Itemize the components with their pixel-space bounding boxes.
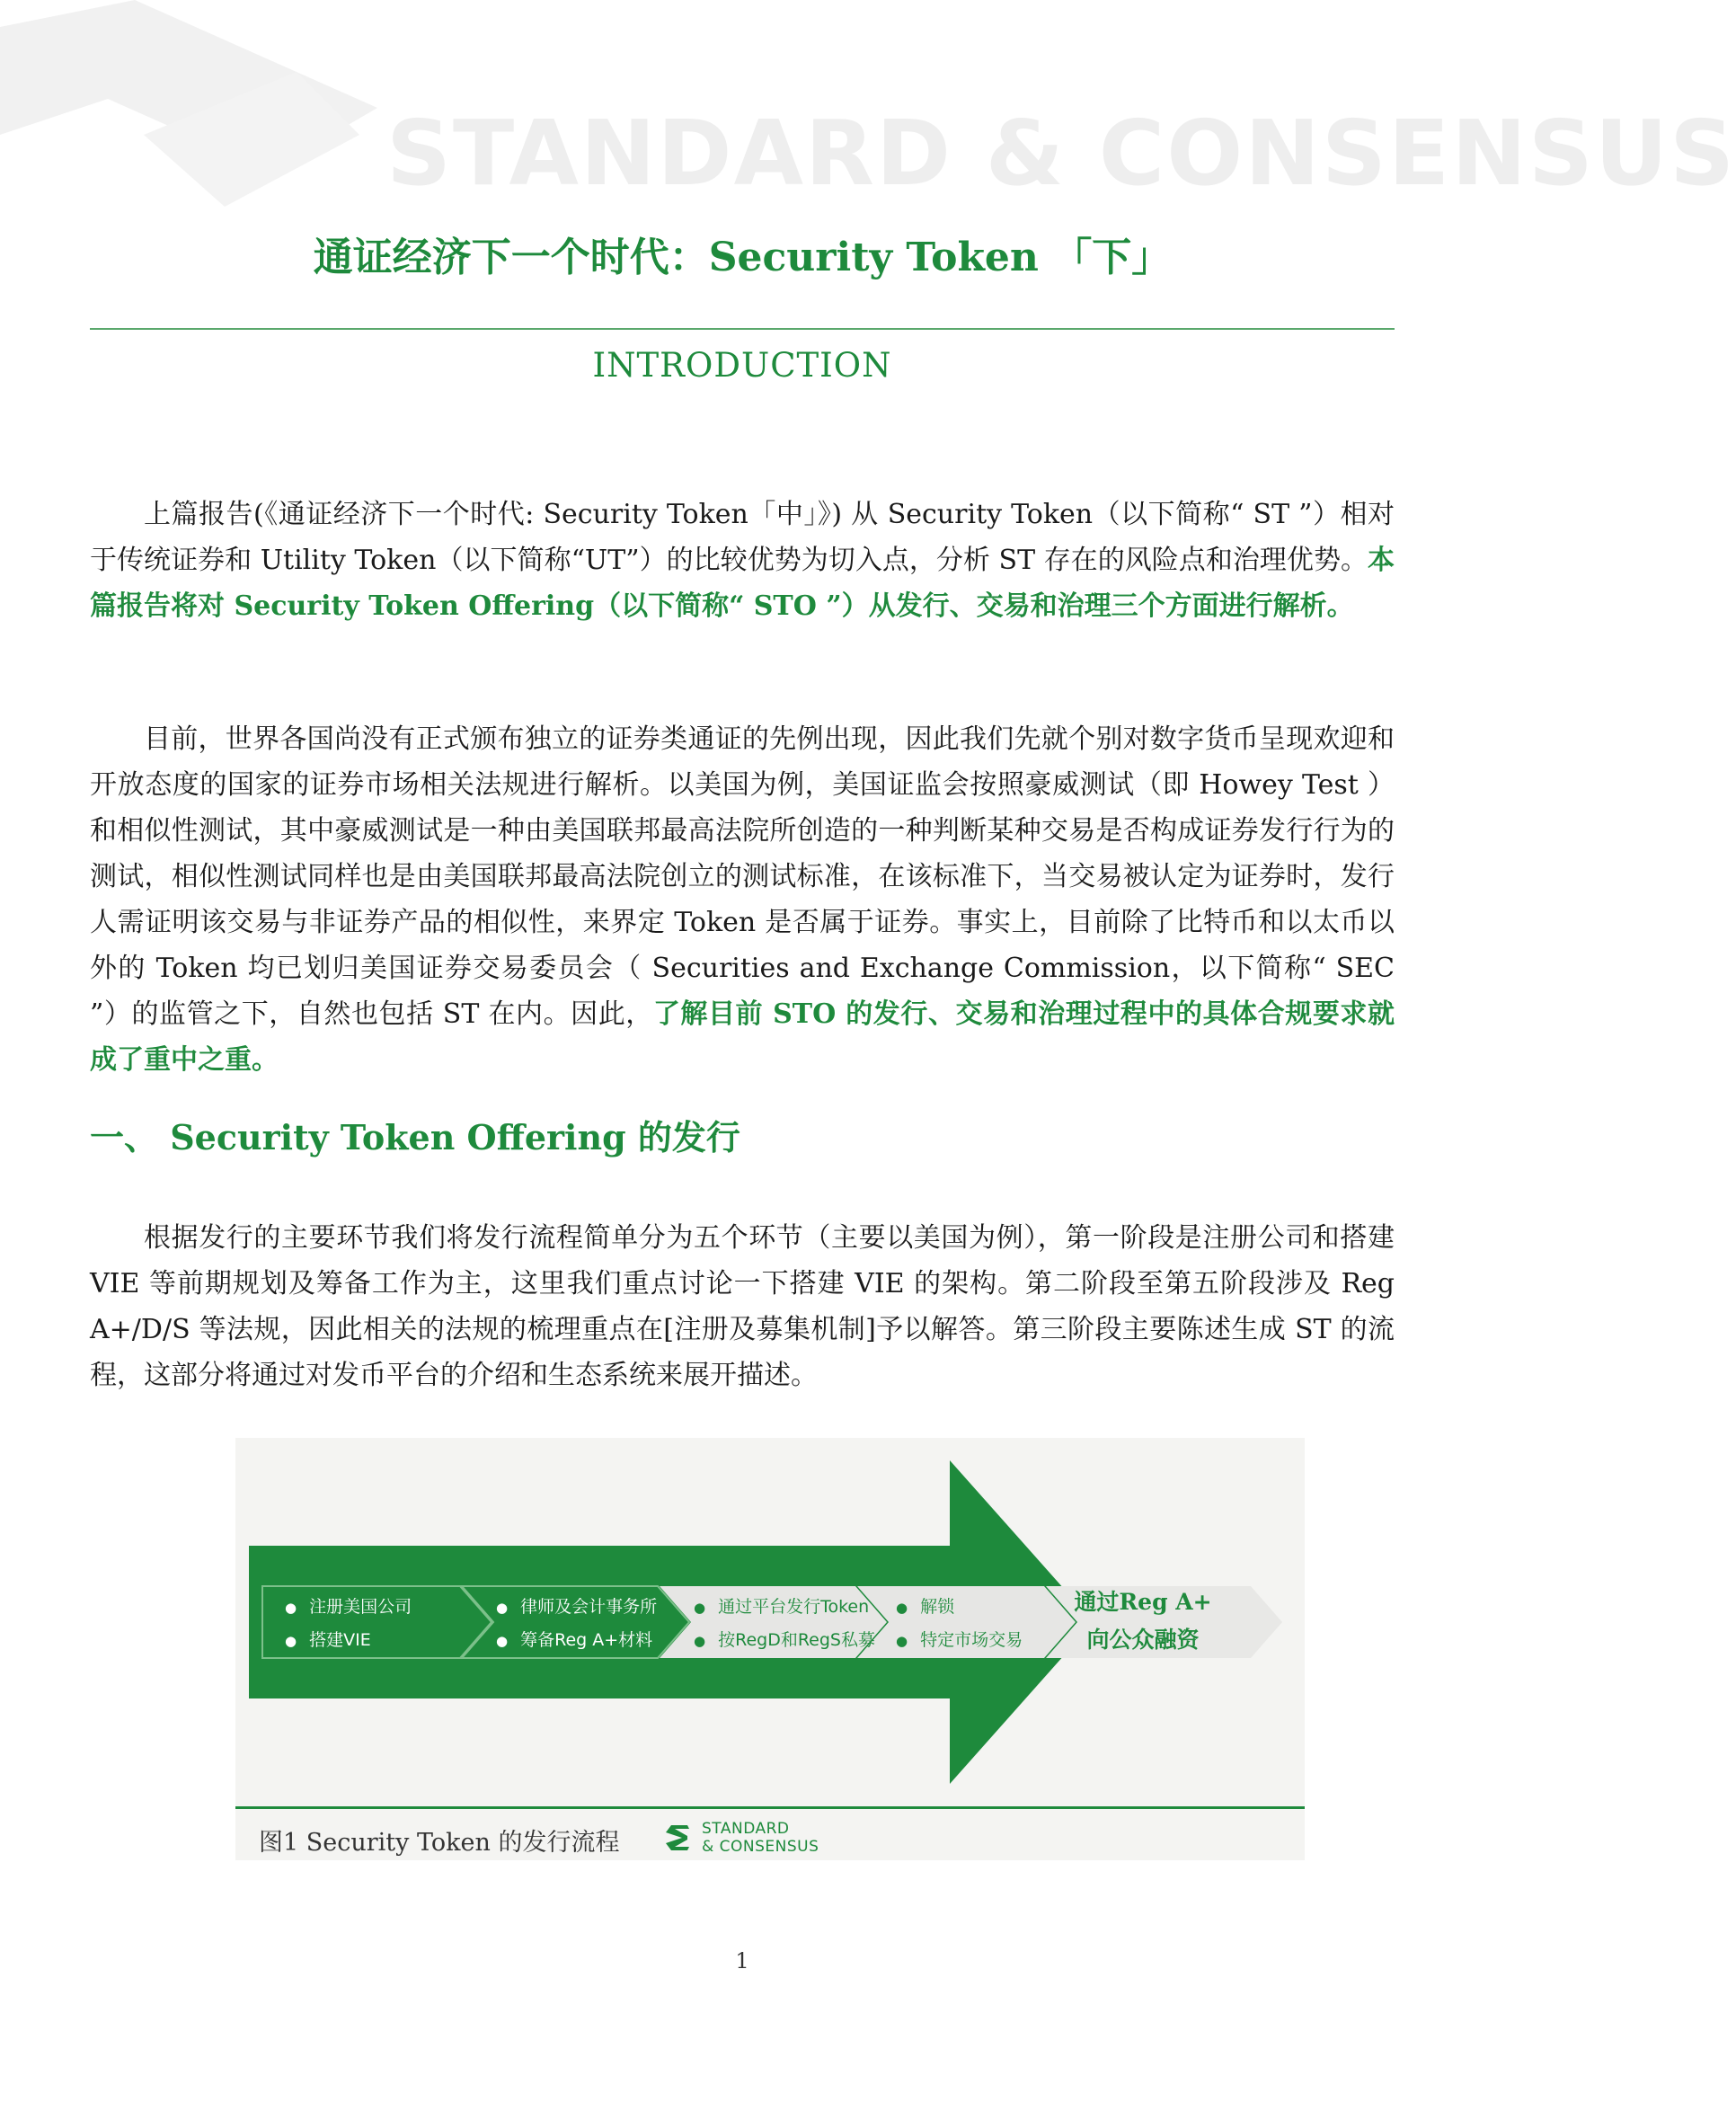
brand-logo-text [702, 1820, 819, 1856]
page-title: 通证经济下一个时代：Security Token 「下」 [313, 235, 1172, 280]
stage-3-item-2: ● 按RegD和RegS私募 [694, 1624, 875, 1657]
page-number: 1 [735, 1948, 749, 1973]
stage-4-item-2: ● 特定市场交易 [896, 1624, 1023, 1657]
stage-5-line-2: 向公众融资 [1086, 1627, 1200, 1653]
stage-3-item-1: ● 通过平台发行Token [694, 1591, 875, 1624]
title-divider [90, 328, 1395, 330]
stage-5-line-1: 通过Reg A+ [1074, 1589, 1212, 1615]
paragraph-2 [90, 716, 1395, 1083]
stage-2 [496, 1591, 657, 1657]
stage-4-item-1: ● 解锁 [896, 1591, 1023, 1624]
watermark-text: STANDARD & CONSENSUS [386, 101, 1736, 206]
paragraph-1 [90, 492, 1395, 629]
figure-issuance-flow [235, 1438, 1305, 1860]
watermark [0, 0, 1736, 207]
paragraph-2-highlight: 了解目前 STO 的发行、交易和治理过程中的具体合规要求就成了重中之重。 [90, 998, 1395, 1076]
stage-1-item-2: ● 搭建VIE [285, 1624, 412, 1657]
section-heading: 一、 Security Token Offering 的发行 [90, 1117, 740, 1157]
stage-4 [896, 1591, 1023, 1657]
brand-logo-line-2: & CONSENSUS [702, 1838, 819, 1856]
stage-2-item-2: ● 筹备Reg A+材料 [496, 1624, 657, 1657]
brand-logo-icon [662, 1820, 693, 1856]
paragraph-2-text: 目前，世界各国尚没有正式颁布独立的证券类通证的先例出现，因此我们先就个别对数字货币呈现欢迎和开放态度的国家的证券市场相关法规进行解析。以美国为例，美国证监会按照豪威测试（即 Howey Test ）和相似性测试，其中豪威测试是一种由美国联邦最高法院所创造的一种判断某种交易是否构成证券发行行为的测试，相似性测试同样也是由美国联邦最高法院创立的测试标准，在该标准下，当交易被认定为证券时，发行人需证明该交易与非证券产品的相似性，来界定 Token 是否属于证券。事实上，目前除了比特币和以太币以外的 Token 均已划归美国证券交易委员会（ Securities and Exchange Commission，以下简称“ SEC ”）的监管之下，自然也包括 ST 在内。因此， [90, 723, 1395, 1030]
paragraph-1-text: 上篇报告(《通证经济下一个时代: Security Token「中」》) 从 Security Token（以下简称“ ST ”）相对于传统证券和 Utility Token（以下简称“UT”）的比较优势为切入点，分析 ST 存在的风险点和治理优势。 [90, 499, 1395, 576]
figure-caption: 图1 Security Token 的发行流程 [259, 1829, 620, 1857]
caption-divider [235, 1806, 1305, 1809]
introduction-label: INTRODUCTION [592, 346, 892, 385]
stage-5 [1067, 1583, 1219, 1659]
brand-logo [662, 1820, 819, 1856]
paragraph-1-highlight: 本篇报告将对 Security Token Offering（以下简称“ STO ”）从发行、交易和治理三个方面进行解析。 [90, 545, 1395, 622]
stage-1 [285, 1591, 412, 1657]
stage-3 [694, 1591, 875, 1657]
paragraph-3: 根据发行的主要环节我们将发行流程简单分为五个环节（主要以美国为例），第一阶段是注册公司和搭建 VIE 等前期规划及筹备工作为主，这里我们重点讨论一下搭建 VIE 的架构。第二阶段至第五阶段涉及 Reg A+/D/S 等法规，因此相关的法规的梳理重点在[注册及募集机制]予以解答。第三阶段主要陈述生成 ST 的流程，这部分将通过对发币平台的介绍和生态系统来展开描述。 [90, 1222, 1395, 1391]
brand-logo-line-1: STANDARD [702, 1820, 790, 1838]
stage-1-item-1: ● 注册美国公司 [285, 1591, 412, 1624]
stage-2-item-1: ● 律师及会计事务所 [496, 1591, 657, 1624]
